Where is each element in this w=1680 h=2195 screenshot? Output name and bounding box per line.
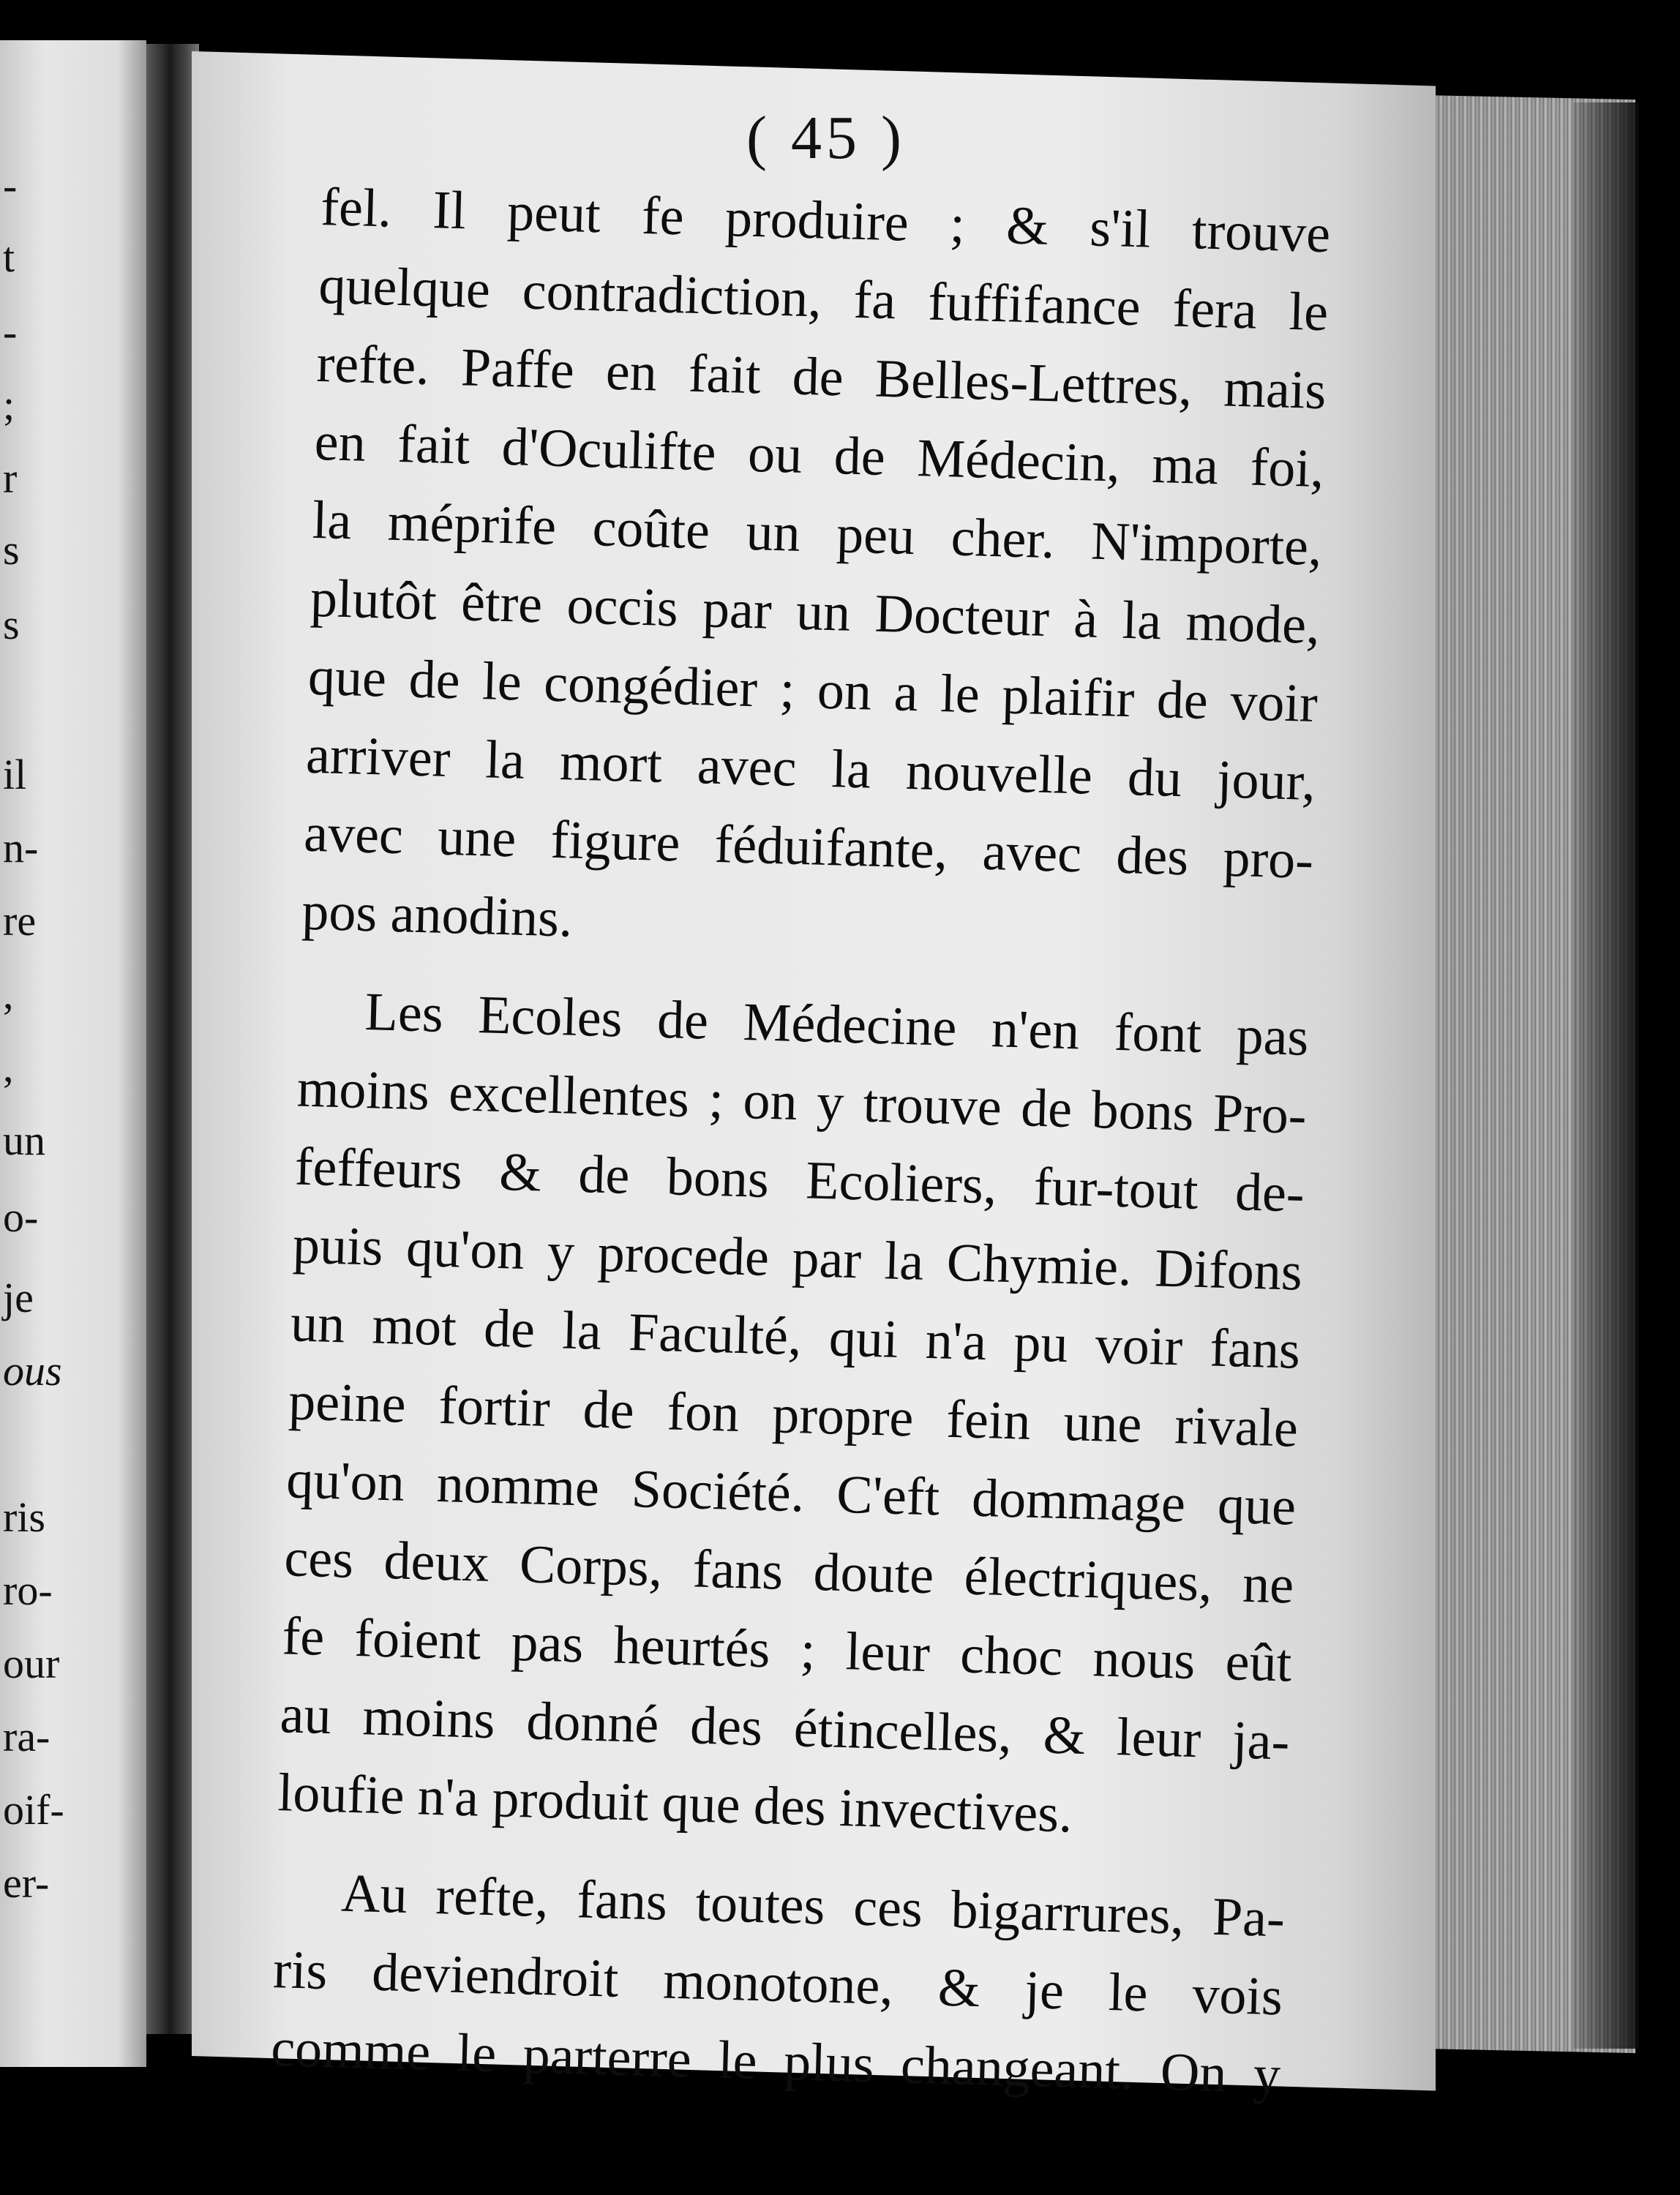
left-page-fragment: - [3, 308, 18, 356]
text-line: fel. Il peut fe produire ; & s'il trouve [320, 176, 1332, 265]
text-line: refte. Paffe en fait de Belles-Lettres, mais [315, 333, 1327, 421]
left-page-fragment: our [3, 1640, 60, 1687]
left-page-fragment: n- [3, 824, 39, 871]
text-line: quelque contradiction, fa fuffifance fera le [318, 255, 1330, 343]
left-page-fragment: un [3, 1117, 45, 1164]
left-page-fragment: ; [3, 381, 15, 429]
page-number: ( 45 ) [746, 104, 906, 172]
text-line: avec une figure féduifante, avec des pro- [303, 803, 1315, 890]
text-line: un mot de la Faculté, qui n'a pu voir fans [290, 1293, 1301, 1381]
left-page-fragment: ris [3, 1493, 45, 1541]
left-page-fragment: o- [3, 1193, 39, 1241]
text-line: plutôt être occis par un Docteur à la mode, [309, 568, 1321, 656]
text-line: la méprife coûte un peu cher. N'importe, [311, 489, 1323, 578]
left-page-fragment: r [3, 454, 18, 502]
left-page-fragment: s [3, 526, 20, 574]
text-line: en fait d'Oculifte ou de Médecin, ma foi, [313, 411, 1325, 500]
text-line: peine fortir de fon propre fein une rivale [288, 1371, 1299, 1459]
left-page-fragment: oif- [3, 1786, 64, 1834]
paragraph [301, 168, 1331, 978]
page-body-text [270, 168, 1331, 2115]
text-line: Les Ecoles de Médecine n'en font pas [364, 982, 1310, 1068]
left-page-fragment: - [3, 162, 18, 209]
left-page-fragment: re [3, 897, 37, 945]
text-line: moins excellentes ; on y trouve de bons Pro- [296, 1058, 1308, 1146]
text-line: comme le parterre le plus changeant. On y [270, 2018, 1282, 2106]
text-line: feffeurs & de bons Ecoliers, fur-tout de- [293, 1136, 1305, 1224]
left-page-fragment: er- [3, 1859, 50, 1907]
paragraph [270, 1853, 1286, 2115]
text-line: Au refte, fans toutes ces bigarrures, Pa- [340, 1863, 1286, 1949]
text-line: fe foient pas heurtés ; leur choc nous eût [281, 1606, 1293, 1694]
left-page-fragment: , [3, 1043, 14, 1091]
left-page-fragment: ro- [3, 1566, 53, 1614]
text-line: qu'on nomme Société. C'eft dommage que [285, 1449, 1297, 1537]
previous-page-edge [0, 40, 146, 2067]
text-line: que de le congédier ; on a le plaifir de voir [307, 646, 1319, 735]
text-line: ces deux Corps, fans doute électriques, ne [283, 1528, 1295, 1616]
text-line: pos anodins. [301, 881, 574, 949]
paragraph [277, 972, 1309, 1860]
left-page-fragment: t [3, 233, 15, 281]
left-page-fragment: ra- [3, 1713, 50, 1760]
fore-edge-shadow [1573, 102, 1639, 2049]
text-line: puis qu'on y procede par la Chymie. Difons [292, 1215, 1303, 1302]
left-page-fragment: il [3, 751, 27, 798]
text-line: arriver la mort avec la nouvelle du jour, [305, 724, 1316, 813]
left-page-fragment: s [3, 601, 20, 648]
left-page-fragment: je [3, 1274, 34, 1321]
text-line: loufie n'a produit que des invectives. [277, 1763, 1073, 1845]
text-line: au moins donné des étincelles, & leur ja- [279, 1684, 1291, 1772]
text-line: ris deviendroit monotone, & je le vois [272, 1940, 1283, 2027]
left-page-fragment: ous [3, 1347, 62, 1395]
left-page-fragment: , [3, 970, 14, 1018]
